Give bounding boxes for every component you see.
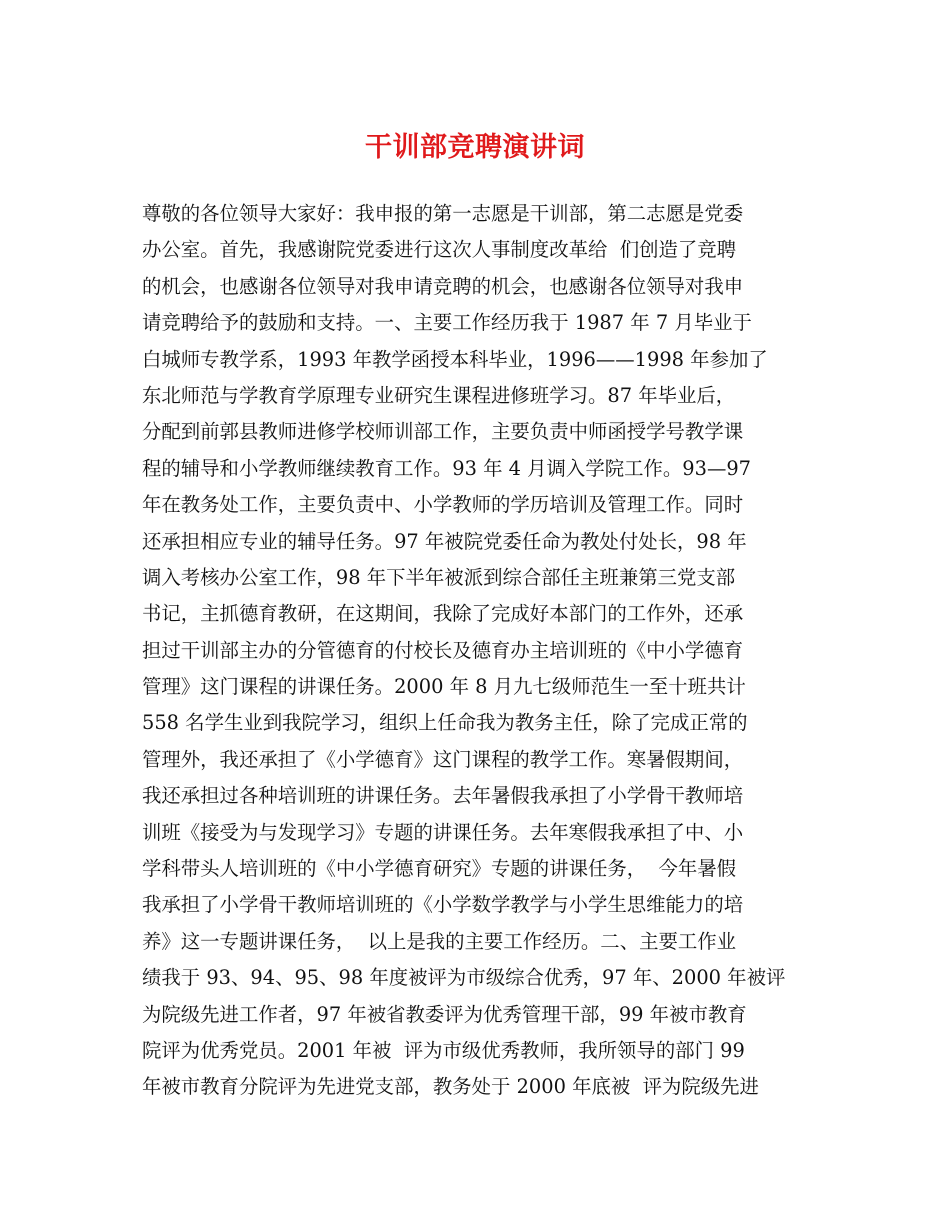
body-text-line: 书记，主抓德育教研，在这期间，我除了完成好本部门的工作外，还承 <box>142 602 744 626</box>
document-body <box>142 196 822 1106</box>
body-text-line: 年被市教育分院评为先进党支部，教务处于 2000 年底被 评为院级先进 <box>142 1075 759 1099</box>
body-text-line: 绩我于 93、94、95、98 年度被评为市级综合优秀，97 年、2000 年被评 <box>142 966 786 990</box>
document-title: 干训部竞聘演讲词 <box>365 132 585 163</box>
body-text-line: 还承担相应专业的辅导任务。97 年被院党委任命为教处付处长，98 年 <box>142 529 747 553</box>
body-text-line: 担过干训部主办的分管德育的付校长及德育办主培训班的《中小学德育 <box>142 638 744 662</box>
body-text-line: 学科带头人培训班的《中小学德育研究》专题的讲课任务， 今年暑假 <box>142 857 737 881</box>
body-text-line: 院评为优秀党员。2001 年被 评为市级优秀教师，我所领导的部门 99 <box>142 1038 745 1062</box>
body-text-line: 我还承担过各种培训班的讲课任务。去年暑假我承担了小学骨干教师培 <box>142 784 744 808</box>
body-text-line: 养》这一专题讲课任务， 以上是我的主要工作经历。二、主要工作业 <box>142 929 737 953</box>
body-text-line: 管理外，我还承担了《小学德育》这门课程的教学工作。寒暑假期间， <box>142 747 744 771</box>
body-text-line: 调入考核办公室工作，98 年下半年被派到综合部任主班兼第三党支部 <box>142 565 736 589</box>
body-text-line: 年在教务处工作，主要负责中、小学教师的学历培训及管理工作。同时 <box>142 493 744 517</box>
body-text-line: 请竞聘给予的鼓励和支持。一、主要工作经历我于 1987 年 7 月毕业于 <box>142 311 752 335</box>
body-text-line: 558 名学生业到我院学习，组织上任命我为教务主任，除了完成正常的 <box>142 711 748 735</box>
body-text-line: 尊敬的各位领导大家好：我申报的第一志愿是干训部，第二志愿是党委 <box>142 202 744 225</box>
body-text-line: 分配到前郭县教师进修学校师训部工作，主要负责中师函授学号教学课 <box>142 420 744 444</box>
body-text-line: 办公室。首先，我感谢院党委进行这次人事制度改革给 们创造了竞聘 <box>142 238 737 262</box>
body-text-line: 为院级先进工作者，97 年被省教委评为优秀管理干部，99 年被市教育 <box>142 1002 747 1026</box>
body-text-line: 程的辅导和小学教师继续教育工作。93 年 4 月调入学院工作。93—97 <box>142 456 752 480</box>
body-text-line: 训班《接受为与发现学习》专题的讲课任务。去年寒假我承担了中、小 <box>142 820 744 844</box>
body-text-line: 管理》这门课程的讲课任务。2000 年 8 月九七级师范生一至十班共计 <box>142 675 746 699</box>
body-text-line: 的机会，也感谢各位领导对我申请竞聘的机会，也感谢各位领导对我申 <box>142 274 744 298</box>
body-text-line: 我承担了小学骨干教师培训班的《小学数学教学与小学生思维能力的培 <box>142 893 744 917</box>
body-text-line: 东北师范与学教育学原理专业研究生课程进修班学习。87 年毕业后， <box>142 383 736 407</box>
body-text-line: 白城师专教学系，1993 年教学函授本科毕业，1996——1998 年参加了 <box>142 347 768 371</box>
